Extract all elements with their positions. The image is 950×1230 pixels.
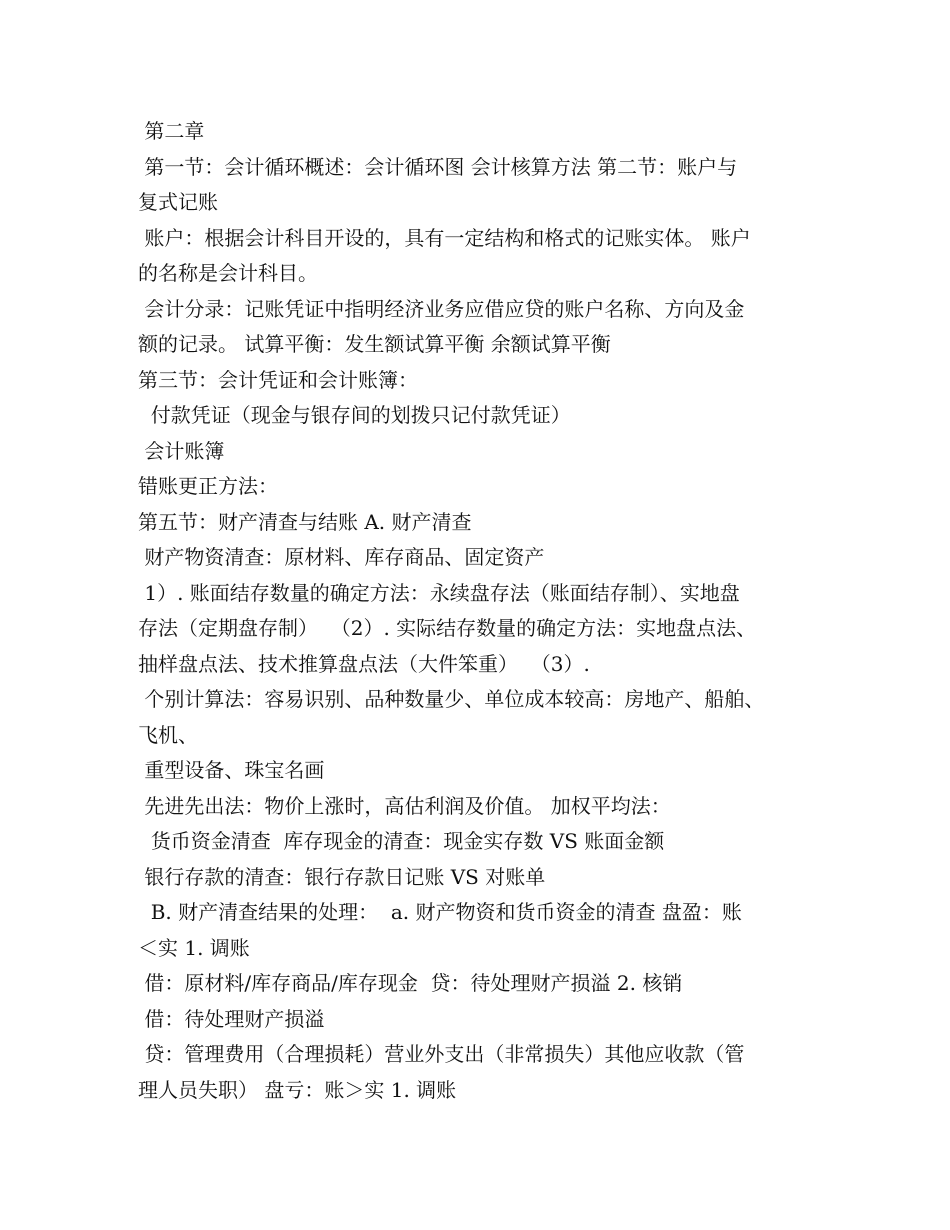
- text-line: 货币资金清查 库存现金的清查：现金实存数 VS 账面金额: [138, 829, 665, 853]
- text-line: 会计账簿: [138, 438, 225, 463]
- text-line: 错账更正方法：: [138, 474, 278, 498]
- chapter-heading: 第二章: [138, 119, 205, 143]
- text-line: 银行存款的清查：银行存款日记账 VS 对账单: [138, 864, 546, 889]
- text-line: 第一节：会计循环概述：会计循环图 会计核算方法 第二节：账户与: [138, 154, 738, 179]
- text-line: 1）. 账面结存数量的确定方法：永续盘存法（账面结存制）、实地盘: [138, 580, 740, 605]
- text-line: 存法（定期盘存制） （2）. 实际结存数量的确定方法：实地盘点法、: [138, 616, 757, 640]
- text-line: 先进先出法：物价上涨时，高估利润及价值。 加权平均法：: [138, 793, 671, 818]
- text-line: 复式记账: [138, 190, 218, 214]
- text-line: 理人员失职） 盘亏：账＞实 1. 调账: [138, 1077, 457, 1102]
- text-line: 额的记录。 试算平衡：发生额试算平衡 余额试算平衡: [138, 332, 611, 356]
- text-line: 的名称是会计科目。: [138, 261, 318, 285]
- text-line: 借：待处理财产损溢: [138, 1006, 325, 1031]
- text-line: 借：原材料/库存商品/库存现金 贷：待处理财产损溢 2. 核销: [138, 971, 683, 995]
- text-line: 账户：根据会计科目开设的，具有一定结构和格式的记账实体。 账户: [138, 225, 751, 250]
- text-line: ＜实 1. 调账: [138, 935, 250, 960]
- section-heading: 第三节：会计凭证和会计账簿：: [138, 367, 418, 392]
- section-heading: 第五节：财产清查与结账 A. 财产清查: [138, 509, 472, 534]
- text-line: 贷：管理费用（合理损耗）营业外支出（非常损失）其他应收款（管: [138, 1042, 745, 1066]
- document-body: [138, 114, 828, 1108]
- text-line: B. 财产清查结果的处理： a. 财产物资和货币资金的清查 盘盈：账: [138, 900, 742, 924]
- text-line: 会计分录：记账凭证中指明经济业务应借应贷的账户名称、方向及金: [138, 296, 745, 321]
- text-line: 财产物资清查：原材料、库存商品、固定资产: [138, 545, 545, 569]
- text-line: 付款凭证（现金与银存间的划拨只记付款凭证）: [138, 403, 571, 427]
- text-line: 抽样盘点法、技术推算盘点法（大件笨重） （3）.: [138, 651, 590, 676]
- text-line: 飞机、: [138, 722, 198, 747]
- text-line: 个别计算法：容易识别、品种数量少、单位成本较高：房地产、船舶、: [138, 687, 765, 711]
- text-line: 重型设备、珠宝名画: [138, 758, 325, 782]
